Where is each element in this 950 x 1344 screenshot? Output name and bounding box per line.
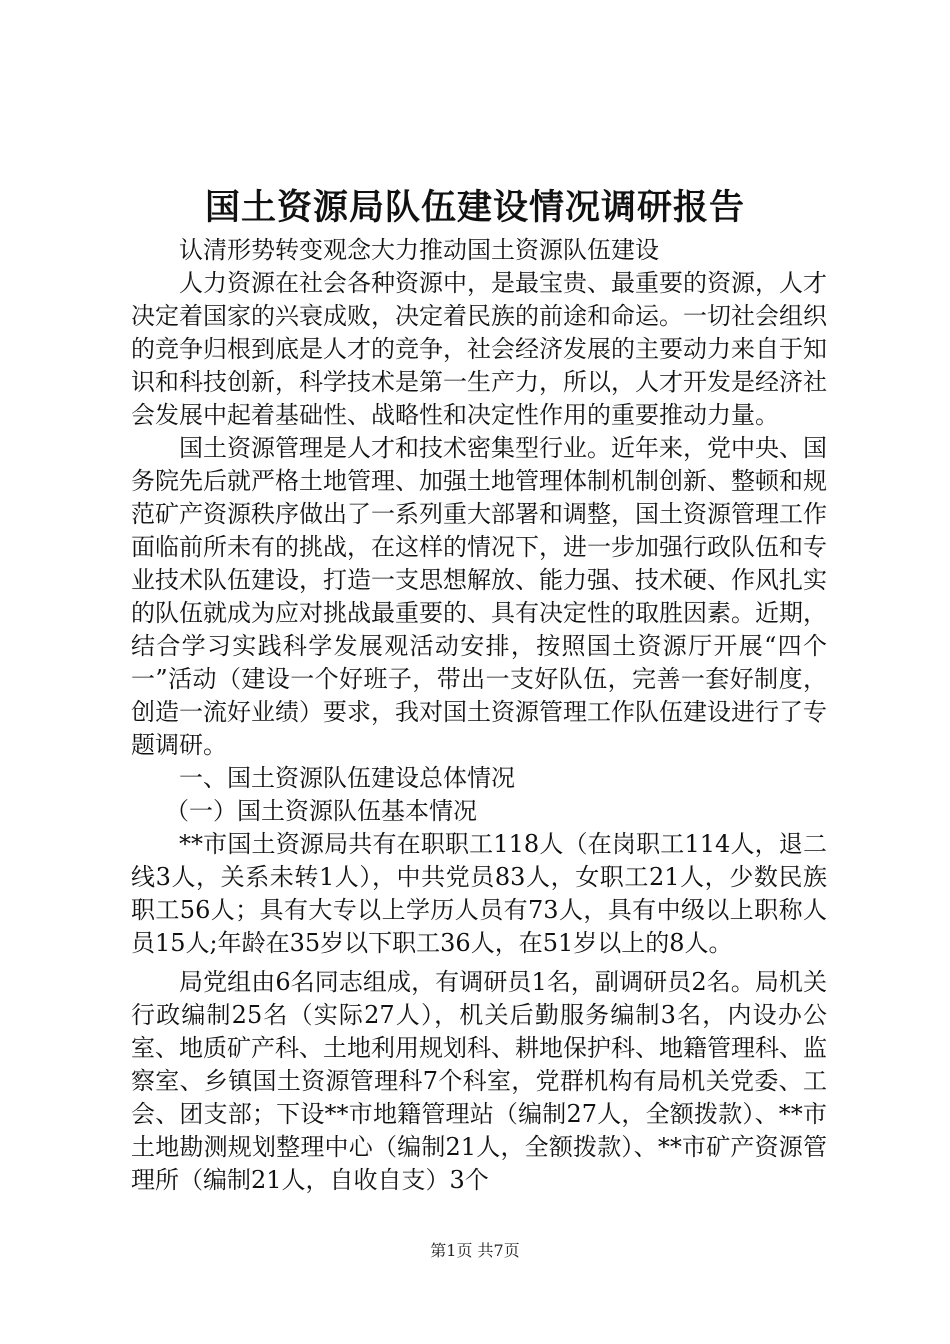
document-title: 国土资源局队伍建设情况调研报告	[204, 187, 745, 228]
page-number: 第1页 共7页	[430, 1241, 520, 1260]
paragraph: **市国土资源局共有在职职工118人（在岗职工114人，退二线3人，关系未转1人），中共党员83人，女职工21人，少数民族职工56人；具有大专以上学历人员有73人，具有中级以上职称人员15人;年龄在35岁以下职工36人，在51岁以上的8人。	[131, 830, 827, 957]
section-heading: 认清形势转变观念大力推动国土资源队伍建设	[179, 236, 659, 264]
paragraph: 人力资源在社会各种资源中，是最宝贵、最重要的资源，人才决定着国家的兴衰成败，决定着民族的前途和命运。一切社会组织的竞争归根到底是人才的竞争，社会经济发展的主要动力来自于知识和科技创新，科学技术是第一生产力，所以，人才开发是经济社会发展中起着基础性、战略性和决定性作用的重要推动力量。	[131, 269, 827, 429]
subsection-heading: （一）国土资源队伍基本情况	[165, 797, 477, 825]
paragraph: 局党组由6名同志组成，有调研员1名，副调研员2名。局机关行政编制25名（实际27人），机关后勤服务编制3名，内设办公室、地质矿产科、土地利用规划科、耕地保护科、地籍管理科、监察室、乡镇国土资源管理科7个科室，党群机构有局机关党委、工会、团支部；下设**市地籍管理站（编制27人，全额拨款）、**市土地勘测规划整理中心（编制21人，全额拨款）、**市矿产资源管理所（编制21人，自收自支）3个	[131, 968, 827, 1194]
document-body	[131, 234, 827, 1197]
section-heading: 一、国土资源队伍建设总体情况	[179, 764, 515, 792]
paragraph: 国土资源管理是人才和技术密集型行业。近年来，党中央、国务院先后就严格土地管理、加强土地管理体制机制创新、整顿和规范矿产资源秩序做出了一系列重大部署和调整，国土资源管理工作面临前所未有的挑战，在这样的情况下，进一步加强行政队伍和专业技术队伍建设，打造一支思想解放、能力强、技术硬、作风扎实的队伍就成为应对挑战最重要的、具有决定性的取胜因素。近期，结合学习实践科学发展观活动安排，按照国土资源厅开展“四个一”活动（建设一个好班子，带出一支好队伍，完善一套好制度，创造一流好业绩）要求，我对国土资源管理工作队伍建设进行了专题调研。	[131, 434, 827, 759]
